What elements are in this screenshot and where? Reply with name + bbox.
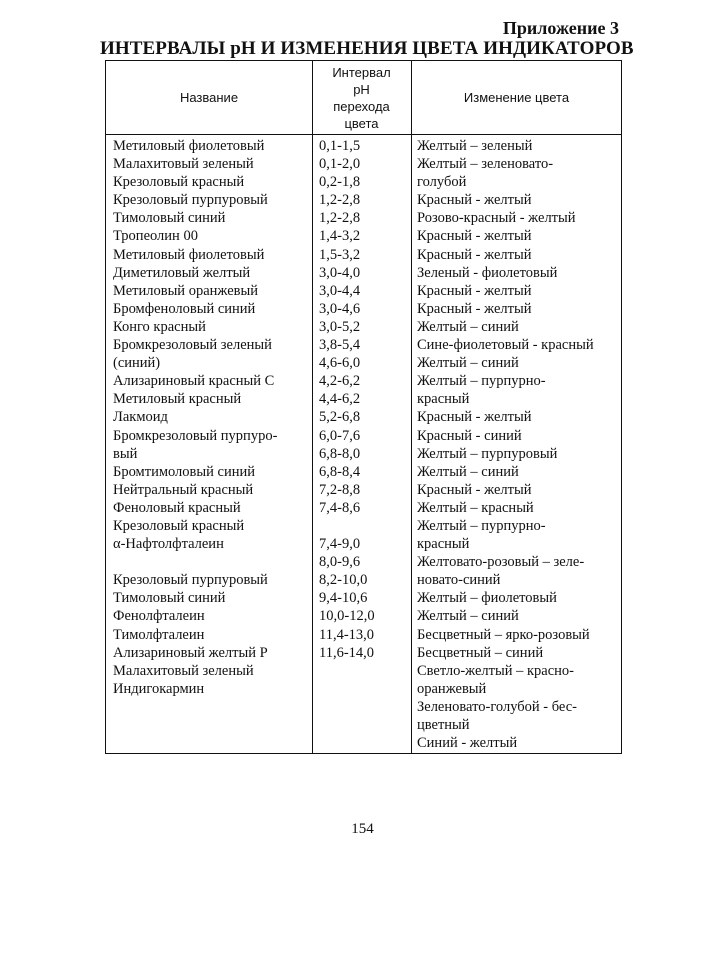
indicator-name-line: Малахитовый зеленый [113, 156, 254, 173]
ph-interval-line: 4,2-6,2 [319, 373, 361, 390]
indicator-name-line: Ализариновый красный С [113, 373, 275, 390]
ph-interval-line: 9,4-10,6 [319, 590, 368, 607]
indicator-name-line: Малахитовый зеленый [113, 662, 254, 679]
ph-interval-line: 8,0-9,6 [319, 554, 361, 571]
ph-interval-line: 5,2-6,8 [319, 409, 361, 426]
ph-interval-line: 4,4-6,2 [319, 391, 361, 408]
indicator-name-line: (синий) [113, 355, 161, 372]
indicator-name-line: Крезоловый пурпуровый [113, 192, 268, 209]
color-change-line: Красный - желтый [417, 300, 532, 317]
color-change-line: Синий - желтый [417, 735, 518, 752]
ph-interval-line: 11,6-14,0 [319, 644, 375, 661]
ph-interval-line: 3,0-4,0 [319, 264, 361, 281]
ph-interval-line: 0,1-2,0 [319, 156, 361, 173]
indicator-name-line: Нейтральный красный [113, 481, 254, 498]
color-change-line: Желтый – пурпурно- [417, 373, 546, 390]
indicator-name-line: Бромкрезоловый зеленый [113, 337, 272, 354]
color-change-line: Зеленовато-голубой - бес- [417, 698, 577, 715]
color-change-line: Красный - желтый [417, 481, 532, 498]
indicator-name-line: Бромфеноловый синий [113, 300, 256, 317]
indicator-name-line: Крезоловый красный [113, 517, 245, 534]
indicator-name-line: Диметиловый желтый [113, 264, 251, 281]
ph-interval-line: 1,2-2,8 [319, 192, 361, 209]
indicator-name-line: Тимоловый синий [113, 590, 226, 607]
color-change-line: Красный - желтый [417, 228, 532, 245]
ph-interval-line: 3,8-5,4 [319, 337, 361, 354]
ph-interval-line: 3,0-5,2 [319, 318, 361, 335]
indicator-name-line: Метиловый фиолетовый [113, 138, 265, 154]
color-change-line: Красный - желтый [417, 282, 532, 299]
header-interval-line: перехода [333, 98, 390, 114]
ph-interval-line: 8,2-10,0 [319, 572, 368, 589]
ph-interval-line: 1,5-3,2 [319, 246, 361, 263]
indicator-name-line: Метиловый фиолетовый [113, 246, 265, 263]
indicator-name-line: Крезоловый пурпуровый [113, 572, 268, 589]
header-color-change: Изменение цвета [463, 90, 570, 105]
appendix-label: Приложение 3 [502, 18, 619, 38]
color-change-line: новато-синий [417, 572, 501, 589]
color-change-line: Бесцветный – синий [417, 644, 544, 661]
ph-interval-line: 1,4-3,2 [319, 228, 361, 245]
color-change-line: Сине-фиолетовый - красный [417, 337, 594, 354]
color-change-line: Желтый – синий [417, 463, 519, 480]
color-change-line: оранжевый [417, 680, 487, 697]
ph-interval-line: 11,4-13,0 [319, 626, 375, 643]
color-change-line: Зеленый - фиолетовый [417, 264, 558, 281]
header-interval-line: pH [353, 81, 370, 97]
ph-interval-line: 0,1-1,5 [319, 138, 361, 154]
column-divider [411, 61, 412, 753]
ph-interval-line: 1,2-2,8 [319, 210, 361, 227]
color-change-line: Желтовато-розовый – зеле- [417, 554, 585, 571]
color-change-line: Красный - желтый [417, 409, 532, 426]
indicator-name-line: Метиловый оранжевый [113, 282, 258, 299]
indicator-name-line: Бромтимоловый синий [113, 463, 255, 480]
names-column [113, 137, 277, 698]
color-change-line: Желтый – зеленовато- [417, 156, 554, 173]
color-change-line: красный [417, 536, 470, 553]
ph-interval-line: 7,2-8,8 [319, 481, 361, 498]
ph-interval-line: 7,4-9,0 [319, 536, 361, 553]
ph-interval-line: 3,0-4,6 [319, 300, 361, 317]
indicator-name-line: Тропеолин 00 [113, 228, 198, 245]
indicator-table [105, 60, 622, 754]
ph-interval-line: 6,8-8,0 [319, 445, 361, 462]
indicator-name-line: Феноловый красный [113, 499, 241, 516]
color-change-line: Желтый – пурпуровый [417, 445, 558, 462]
color-change-line: Желтый – пурпурно- [417, 517, 546, 534]
indicator-name-line: Крезоловый красный [113, 174, 245, 191]
indicator-name-line: Фенолфталеин [113, 608, 205, 625]
indicator-name-line: Лакмоид [113, 409, 168, 426]
color-change-line: Розово-красный - желтый [417, 210, 576, 227]
indicator-name-line: Метиловый красный [113, 391, 242, 408]
indicator-name-line: Конго красный [113, 318, 206, 335]
color-change-line: Бесцветный – ярко-розовый [417, 626, 590, 643]
color-change-line: Желтый – красный [417, 499, 534, 516]
header-interval-line: цвета [344, 115, 379, 131]
color-change-line: красный [417, 391, 470, 408]
color-change-line: цветный [417, 717, 470, 733]
color-change-line: голубой [417, 174, 467, 191]
ph-interval-line [319, 517, 375, 535]
color-change-line: Красный - желтый [417, 246, 532, 263]
ph-interval-line: 3,0-4,4 [319, 282, 361, 299]
color-change-line: Желтый – синий [417, 608, 519, 625]
indicator-name-line: вый [113, 445, 138, 462]
header-interval [312, 61, 411, 134]
header-interval-line: Интервал [332, 64, 391, 80]
header-divider [106, 134, 621, 135]
color-change-line: Желтый – синий [417, 355, 519, 372]
indicator-name-line: α-Нафтолфталеин [113, 536, 224, 553]
color-change-line: Желтый – синий [417, 318, 519, 335]
color-change-line: Желтый – зеленый [417, 138, 533, 154]
ph-interval-line: 7,4-8,6 [319, 499, 361, 516]
intervals-column [319, 137, 375, 662]
page-title: ИНТЕРВАЛЫ pH И ИЗМЕНЕНИЯ ЦВЕТА ИНДИКАТОРОВ [100, 38, 634, 59]
color-change-column [417, 137, 594, 752]
indicator-name-line [113, 553, 277, 571]
ph-interval-line: 0,2-1,8 [319, 174, 361, 191]
ph-interval-line: 6,8-8,4 [319, 463, 361, 480]
ph-interval-line: 6,0-7,6 [319, 427, 361, 444]
color-change-line: Красный - желтый [417, 192, 532, 209]
column-divider [312, 61, 313, 753]
color-change-line: Светло-желтый – красно- [417, 662, 575, 679]
ph-interval-line: 4,6-6,0 [319, 355, 361, 372]
header-name: Название [179, 90, 239, 105]
indicator-name-line: Бромкрезоловый пурпуро- [113, 427, 278, 444]
indicator-name-line: Тимоловый синий [113, 210, 226, 227]
indicator-name-line: Тимолфталеин [113, 626, 205, 643]
ph-interval-line: 10,0-12,0 [319, 608, 375, 625]
indicator-name-line: Индигокармин [113, 680, 205, 697]
color-change-line: Желтый – фиолетовый [417, 590, 557, 607]
indicator-name-line: Ализариновый желтый Р [113, 644, 268, 661]
page-number: 154 [351, 821, 374, 837]
color-change-line: Красный - синий [417, 427, 522, 444]
